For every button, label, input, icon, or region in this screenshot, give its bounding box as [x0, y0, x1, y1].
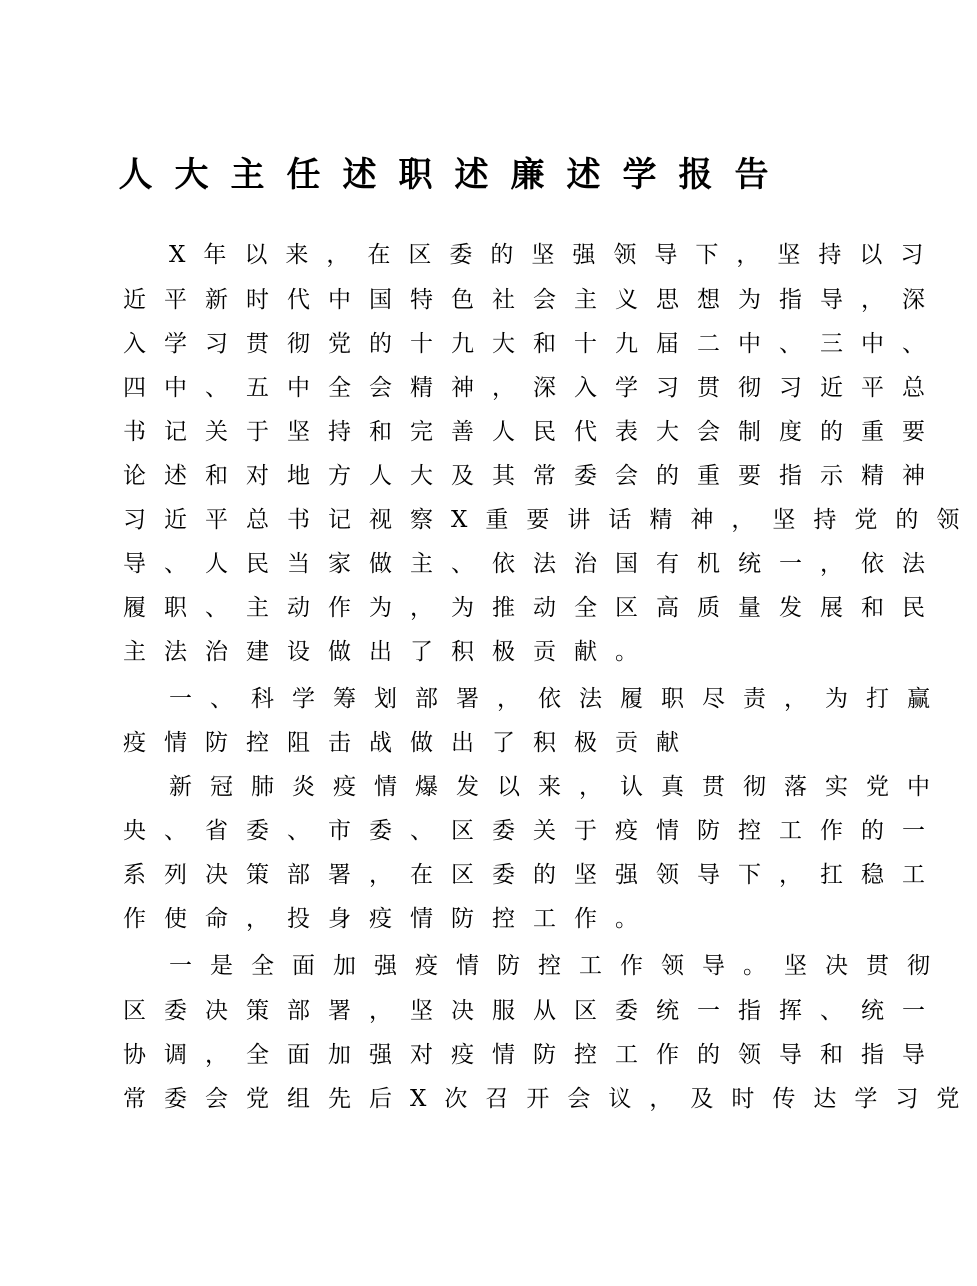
text-line: 协调，全面加强对疫情防控工作的领导和指导: [123, 1042, 943, 1068]
text-line: 履职、主动作为，为推动全区高质量发展和民: [123, 595, 943, 621]
text-line: 新冠肺炎疫情爆发以来，认真贯彻落实党中: [169, 774, 948, 800]
text-line: 系列决策部署，在区委的坚强领导下，扛稳工: [123, 862, 943, 888]
section-heading: 一、科学筹划部署，依法履职尽责，为打赢: [169, 686, 948, 712]
text-line: 习近平总书记视察X重要讲话精神，坚持党的领: [123, 507, 977, 533]
text-line: 书记关于坚持和完善人民代表大会制度的重要: [123, 419, 943, 445]
text-line: 常委会党组先后X次召开会议，及时传达学习党: [123, 1086, 977, 1112]
text-line: 入学习贯彻党的十九大和十九届二中、三中、: [123, 331, 943, 357]
text-line: 一是全面加强疫情防控工作领导。坚决贯彻: [169, 953, 948, 979]
text-line: 近平新时代中国特色社会主义思想为指导，深: [123, 287, 943, 313]
text-line: 主法治建设做出了积极贡献。: [123, 639, 656, 665]
text-line: 导、人民当家做主、依法治国有机统一，依法: [123, 551, 943, 577]
text-line: 四中、五中全会精神，深入学习贯彻习近平总: [123, 375, 943, 401]
text-line: X年以来，在区委的坚强领导下，坚持以习: [169, 242, 942, 268]
section-heading-continued: 疫情防控阻击战做出了积极贡献: [123, 730, 697, 756]
text-line: 央、省委、市委、区委关于疫情防控工作的一: [123, 818, 943, 844]
text-line: 论述和对地方人大及其常委会的重要指示精神: [123, 463, 943, 489]
document-title: 人大主任述职述廉述学报告: [118, 155, 791, 195]
text-line: 区委决策部署，坚决服从区委统一指挥、统一: [123, 998, 943, 1024]
text-line: 作使命，投身疫情防控工作。: [123, 906, 656, 932]
